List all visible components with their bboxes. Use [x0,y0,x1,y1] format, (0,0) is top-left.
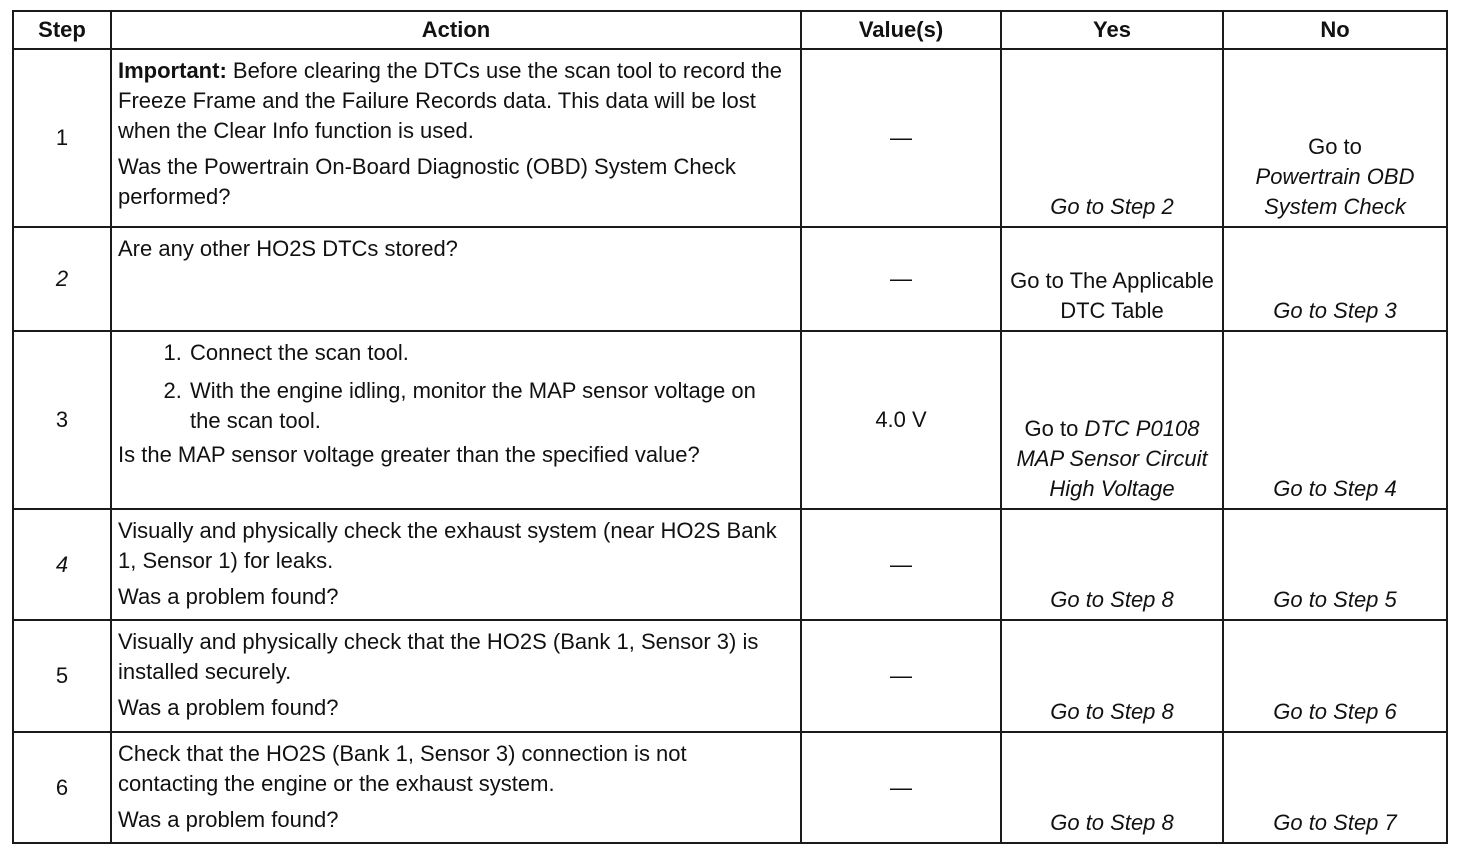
header-action: Action [111,11,801,49]
question-text: Is the MAP sensor voltage greater than the specified value? [118,442,700,467]
instruction-text: Check that the HO2S (Bank 1, Sensor 3) connection is not contacting the engine or the exhaust system. [118,741,687,796]
no-cell[interactable]: Go to Step 6 [1223,620,1447,732]
action-cell [111,620,801,732]
step-number: 1 [13,49,111,227]
question-text: Was a problem found? [118,695,339,720]
no-prefix: Go to [1308,134,1362,159]
diagnostic-table [12,10,1448,844]
yes-cell[interactable]: Go to Step 8 [1001,509,1223,620]
table-row [13,509,1447,620]
yes-link[interactable]: DTC P0108 MAP Sensor Circuit High Voltage [1016,416,1208,501]
table-row [13,620,1447,732]
value-cell: — [801,620,1001,732]
step-number: 2 [13,227,111,331]
no-cell[interactable]: Go to Step 7 [1223,732,1447,843]
no-cell[interactable]: Go to Step 3 [1223,227,1447,331]
step-number: 3 [13,331,111,509]
action-cell [111,331,801,509]
question-text: Was a problem found? [118,807,339,832]
header-values: Value(s) [801,11,1001,49]
header-yes: Yes [1001,11,1223,49]
step-number: 6 [13,732,111,843]
table-row [13,331,1447,509]
no-cell[interactable]: Go to Step 5 [1223,509,1447,620]
header-step: Step [13,11,111,49]
header-no: No [1223,11,1447,49]
instruction-text: Visually and physically check that the HO2S (Bank 1, Sensor 3) is installed securely. [118,629,759,684]
step-number: 4 [13,509,111,620]
important-text: Before clearing the DTCs use the scan tool to record the Freeze Frame and the Failure Records data. This data will be lost when the Clear Info function is used. [118,58,782,143]
question-text: Was the Powertrain On-Board Diagnostic (OBD) System Check performed? [118,154,736,209]
action-cell [111,732,801,843]
important-label: Important: [118,58,227,83]
substep-list [118,338,792,436]
no-cell[interactable]: Go to Step 4 [1223,331,1447,509]
value-cell: — [801,49,1001,227]
instruction-text: Visually and physically check the exhaust system (near HO2S Bank 1, Sensor 1) for leaks. [118,518,777,573]
step-number: 5 [13,620,111,732]
no-link[interactable]: Powertrain OBD System Check [1255,164,1415,219]
substep-item: 1. Connect the scan tool. [188,338,792,368]
yes-cell[interactable]: Go to The Applicable DTC Table [1001,227,1223,331]
yes-prefix: Go to [1024,416,1079,441]
question-text: Are any other HO2S DTCs stored? [118,236,458,261]
yes-cell[interactable]: Go to Step 2 [1001,49,1223,227]
header-row [13,11,1447,49]
yes-cell[interactable]: Go to Step 8 [1001,732,1223,843]
question-text: Was a problem found? [118,584,339,609]
important-note [118,56,792,146]
value-cell: — [801,509,1001,620]
action-cell [111,227,801,331]
value-cell: — [801,732,1001,843]
substep-item: 2. With the engine idling, monitor the MAP sensor voltage on the scan tool. [188,376,792,436]
value-cell: — [801,227,1001,331]
yes-cell[interactable] [1001,331,1223,509]
action-cell [111,49,801,227]
no-cell[interactable] [1223,49,1447,227]
value-cell: 4.0 V [801,331,1001,509]
table-row [13,227,1447,331]
table-row [13,732,1447,843]
yes-cell[interactable]: Go to Step 8 [1001,620,1223,732]
action-cell [111,509,801,620]
table-row [13,49,1447,227]
